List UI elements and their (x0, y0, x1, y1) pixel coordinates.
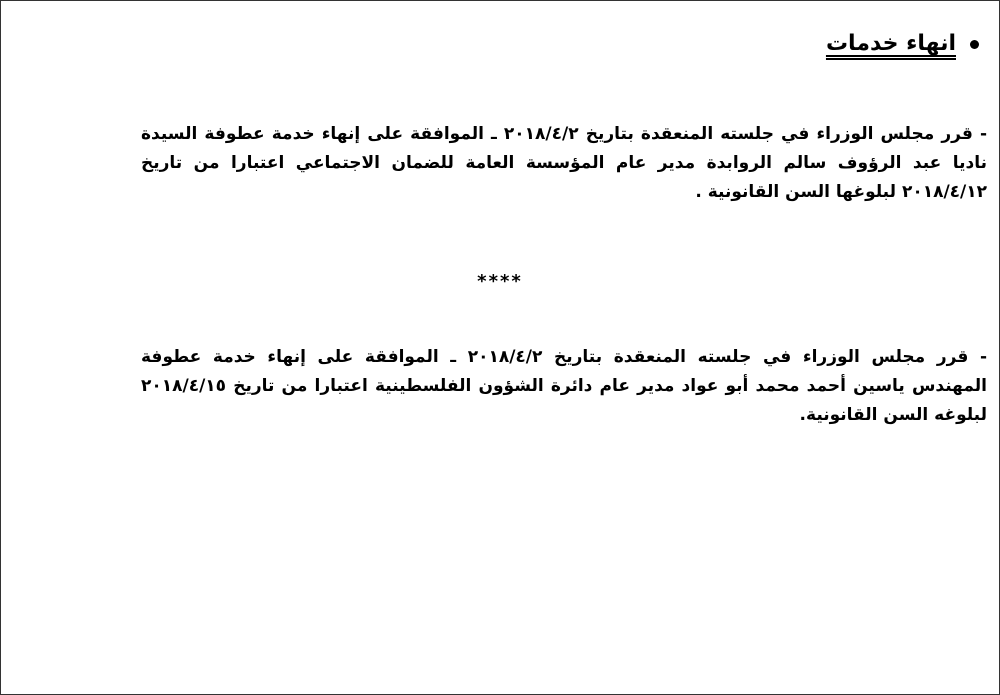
bullet-icon (970, 40, 979, 49)
dash-mark: - (979, 124, 987, 144)
paragraph-text: قرر مجلس الوزراء في جلسته المنعقدة بتاريخ ٢٠١٨/٤/٢ ـ الموافقة على إنهاء خدمة عطوفة السيدة ناديا عبد الرؤوف سالم الروابدة مدير عام المؤسسة العامة للضمان الاجتماعي اعتبارا من تاريخ ٢٠١٨/٤/١٢ لبلوغها السن القانونية . (141, 124, 987, 202)
decision-paragraph-1 (141, 120, 987, 207)
section-heading (826, 29, 979, 59)
separator-asterisks: **** (477, 271, 523, 292)
heading-title: انهاء خدمات (825, 31, 956, 56)
paragraph-text: قرر مجلس الوزراء في جلسته المنعقدة بتاريخ ٢٠١٨/٤/٢ ـ الموافقة على إنهاء خدمة عطوفة المهندس ياسين أحمد محمد أبو عواد مدير عام دائرة الشؤون الفلسطينية اعتبارا من تاريخ ٢٠١٨/٤/١٥ لبلوغه السن القانونية. (141, 347, 987, 425)
decision-paragraph-2 (141, 343, 987, 430)
dash-mark: - (979, 347, 988, 367)
